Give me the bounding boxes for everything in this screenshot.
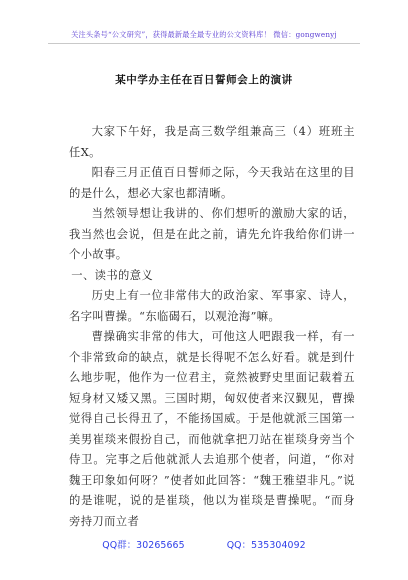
qq-group-label: QQ群：30265665 xyxy=(102,540,185,551)
paragraph-occasion: 阳春三月正值百日誓师之际，今天我站在这里的目的是什么，想必大家也都清晰。 xyxy=(69,166,355,200)
paragraph-cao-cao-story: 曹操确实非常的伟大，可他这人吧跟我一样，有一个非常致命的缺点，就是长得呢不怎么好看。就是到什么地步呢，他作为一位君主，竟然被野史里面记载着五短身材又矮又黑。三国时期，匈奴使者来汉觐见，曹操觉得自己长得丑了，不能扬国威。于是他就派三国第一美男崔琰来假扮自己，而他就拿把刀站在崔琰身旁当个侍卫。完事之后他就派人去追那个使者，问道，“你对魏王印象如何呀？”使者如此回答：“魏王雅望非凡。”说的是谁呢，说的是崔琰，他以为崔琰是曹操呢。“而身旁持刀而立者 xyxy=(69,330,355,528)
footer-contact xyxy=(0,537,408,551)
document-title: 某中学办主任在百日誓师会上的演讲 xyxy=(115,74,293,86)
header-promo-note: 关注头条号“公文研究”，获得最新最全最专业的公文资料库！ 微信：gongwenyj xyxy=(71,30,337,39)
header-divider xyxy=(48,43,360,44)
section-heading: 一、读书的意义 xyxy=(71,268,154,282)
paragraph-greeting: 大家下午好，我是高三数学组兼高三（4）班班主任X。 xyxy=(69,125,355,159)
paragraph-history: 历史上有一位非常伟大的政治家、军事家、诗人，名字叫曹操。“东临碣石，以观沧海”嘛。 xyxy=(69,289,355,323)
document-body xyxy=(69,122,355,532)
paragraph-intro-story: 当然领导想让我讲的、你们想听的激励大家的话，我当然也会说，但是在此之前，请先允许我给你们讲一个小故事。 xyxy=(69,207,355,261)
qq-contact-label: QQ：535304092 xyxy=(226,540,306,551)
